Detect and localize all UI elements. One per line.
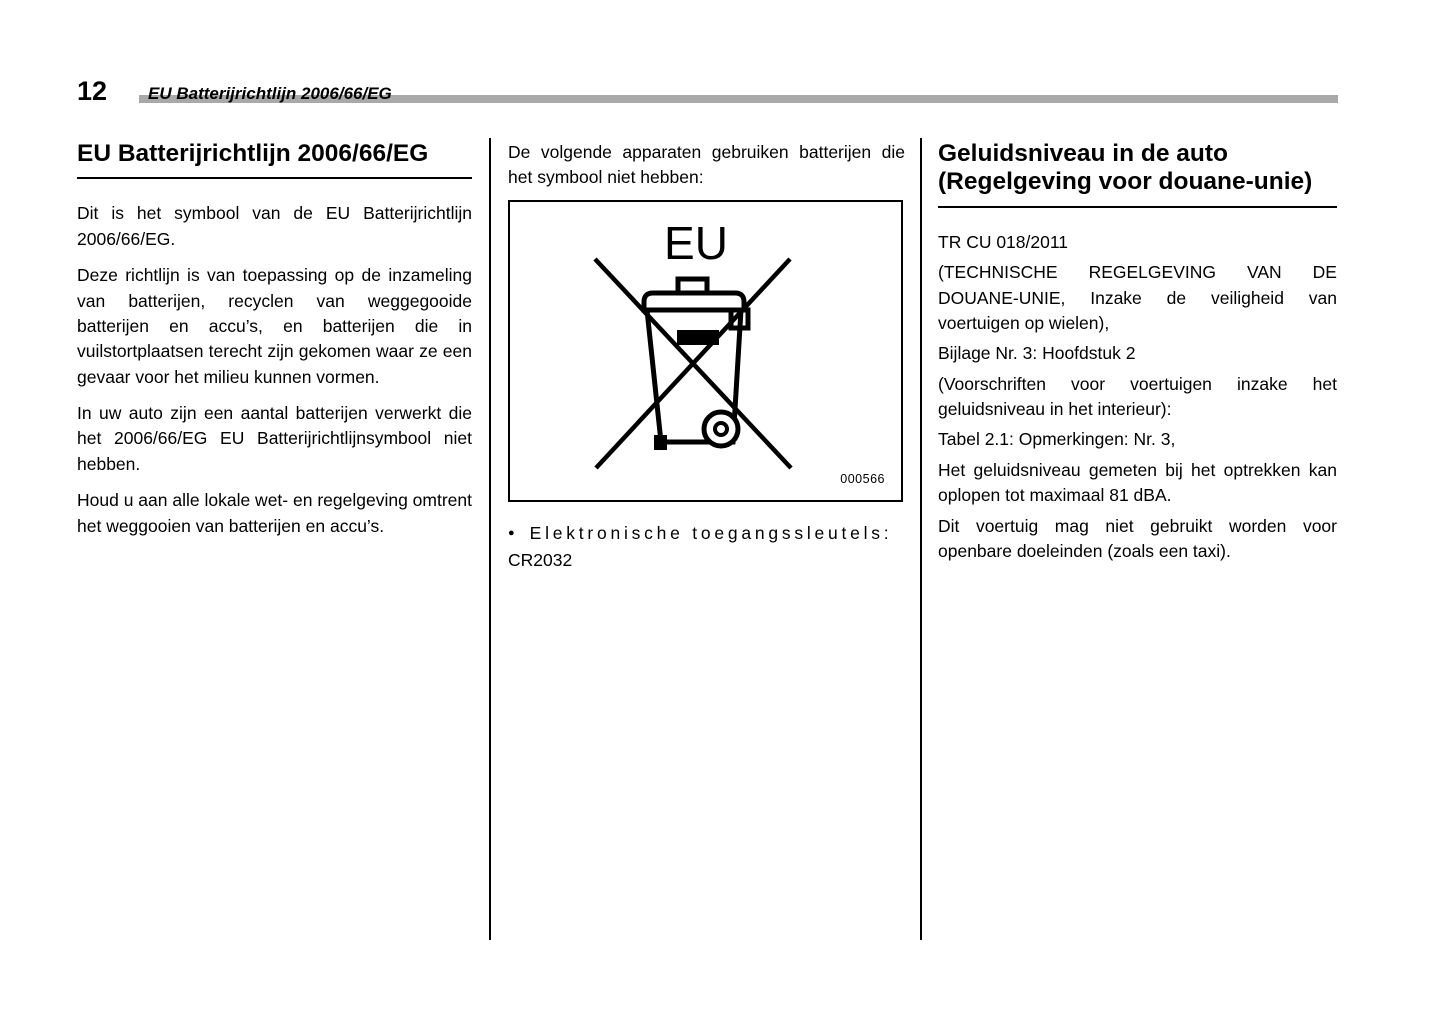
paragraph: (TECHNISCHE REGELGEVING VAN DE DOUANE-UNIE, Inzake de veiligheid van voertuigen op wielen), bbox=[938, 262, 1337, 333]
paragraph: (Voorschriften voor voertuigen inzake het geluidsniveau in het interieur): bbox=[938, 373, 1337, 420]
figure-intro-text: De volgende apparaten gebruiken batterijen die het symbool niet hebben: bbox=[508, 142, 905, 188]
column-battery-directive bbox=[77, 140, 472, 550]
column-divider bbox=[489, 138, 491, 940]
paragraph: Tabel 2.1: Opmerkingen: Nr. 3, bbox=[938, 429, 1176, 450]
column-noise-level bbox=[938, 140, 1337, 569]
paragraph: TR CU 018/2011 bbox=[938, 231, 1069, 252]
chapter-title: EU Batterijrichtlijn 2006/66/EG bbox=[148, 84, 392, 104]
paragraph: Dit is het symbool van de EU Batterijrichtlijn 2006/66/EG. bbox=[77, 203, 472, 249]
column-symbol-figure bbox=[508, 140, 905, 574]
section-heading: Geluidsniveau in de auto (Regelgeving voor douane-unie) bbox=[938, 140, 1337, 208]
figure-box bbox=[508, 200, 903, 502]
paragraph: Houd u aan alle lokale wet- en regelgeving omtrent het weggooien van batterijen en accu’s. bbox=[77, 490, 472, 536]
paragraph: Dit voertuig mag niet gebruikt worden voor openbare doeleinden (zoals een taxi). bbox=[938, 515, 1337, 561]
figure-eu-label: EU bbox=[664, 216, 728, 269]
paragraph: Deze richtlijn is van toepassing op de inzameling van batterijen, recyclen van weggegooide batterijen en accu’s, en batterijen die in vuilstortplaatsen terecht zijn gekomen waar ze een gevaar voor het milieu kunnen vormen. bbox=[77, 265, 472, 387]
figure-code: 000566 bbox=[840, 471, 885, 486]
paragraph: Bijlage Nr. 3: Hoofdstuk 2 bbox=[938, 343, 1136, 364]
bullet-item bbox=[508, 521, 905, 546]
crossed-out-wheeled-bin-icon bbox=[510, 202, 901, 500]
bullet-value: CR2032 bbox=[508, 550, 573, 571]
section-heading: EU Batterijrichtlijn 2006/66/EG bbox=[77, 140, 472, 179]
bullet-label: Elektronische toegangssleutels: bbox=[529, 522, 893, 543]
paragraph: In uw auto zijn een aantal batterijen verwerkt die het 2006/66/EG EU Batterijrichtlijnsymbool niet hebben. bbox=[77, 403, 472, 474]
column-divider bbox=[920, 138, 922, 940]
page-number: 12 bbox=[77, 76, 108, 106]
bullet-icon: ● bbox=[508, 526, 515, 539]
paragraph: Het geluidsniveau gemeten bij het optrekken kan oplopen tot maximaal 81 dBA. bbox=[938, 459, 1337, 506]
page-header bbox=[77, 76, 1338, 106]
